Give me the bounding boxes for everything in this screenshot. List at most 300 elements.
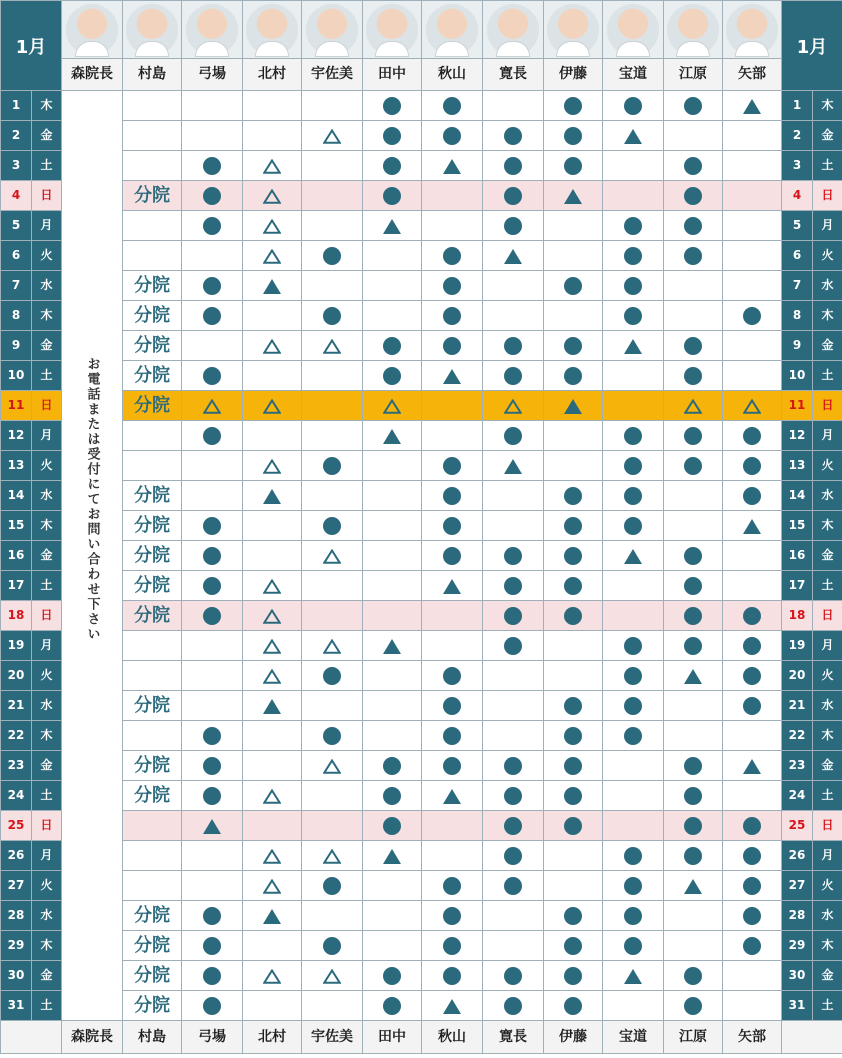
- outline-triangle-icon: [263, 249, 281, 264]
- schedule-cell: [302, 271, 363, 301]
- schedule-cell: [123, 241, 182, 271]
- schedule-cell: [182, 991, 243, 1021]
- schedule-cell: [603, 871, 664, 901]
- day-row: [1, 391, 842, 421]
- day-number-right: 17: [782, 571, 813, 601]
- attendance-circle-icon: [684, 187, 702, 205]
- schedule-cell: [483, 211, 544, 241]
- schedule-cell: [302, 91, 363, 121]
- weekday-label: 土: [32, 571, 62, 601]
- schedule-cell: [123, 961, 182, 991]
- day-number-right: 3: [782, 151, 813, 181]
- schedule-cell: [243, 751, 302, 781]
- filled-triangle-icon: [263, 279, 281, 294]
- weekday-label-right: 月: [813, 211, 842, 241]
- schedule-cell: [723, 961, 782, 991]
- schedule-cell: [302, 301, 363, 331]
- filled-triangle-icon: [263, 489, 281, 504]
- schedule-cell: [422, 571, 483, 601]
- schedule-cell: [723, 901, 782, 931]
- weekday-label: 日: [32, 811, 62, 841]
- attendance-circle-icon: [684, 337, 702, 355]
- branch-label: 分院: [134, 605, 170, 626]
- schedule-cell: [182, 331, 243, 361]
- schedule-cell: [483, 481, 544, 511]
- schedule-cell: [363, 631, 422, 661]
- schedule-cell: [182, 181, 243, 211]
- staff-photo-avatar: [246, 4, 298, 56]
- schedule-cell: [302, 511, 363, 541]
- day-number: 29: [1, 931, 32, 961]
- schedule-cell: [544, 451, 603, 481]
- schedule-cell: [544, 901, 603, 931]
- schedule-cell: [123, 271, 182, 301]
- branch-label: 分院: [134, 275, 170, 296]
- schedule-cell: [302, 421, 363, 451]
- day-number-right: 30: [782, 961, 813, 991]
- weekday-label: 日: [32, 601, 62, 631]
- attendance-circle-icon: [203, 787, 221, 805]
- day-row: [1, 961, 842, 991]
- attendance-circle-icon: [504, 427, 522, 445]
- schedule-cell: [422, 871, 483, 901]
- schedule-cell: [123, 391, 182, 421]
- schedule-cell: [723, 541, 782, 571]
- schedule-cell: [723, 451, 782, 481]
- day-row: [1, 751, 842, 781]
- schedule-cell: [603, 781, 664, 811]
- filled-triangle-icon: [443, 369, 461, 384]
- day-row: [1, 421, 842, 451]
- branch-label: 分院: [134, 755, 170, 776]
- schedule-cell: [603, 721, 664, 751]
- schedule-cell: [544, 721, 603, 751]
- attendance-circle-icon: [504, 187, 522, 205]
- schedule-cell: [182, 91, 243, 121]
- attendance-circle-icon: [743, 937, 761, 955]
- schedule-cell: [123, 751, 182, 781]
- filled-triangle-icon: [684, 669, 702, 684]
- schedule-cell: [243, 871, 302, 901]
- schedule-cell: [603, 841, 664, 871]
- attendance-circle-icon: [504, 847, 522, 865]
- attendance-circle-icon: [564, 607, 582, 625]
- schedule-cell: [603, 271, 664, 301]
- branch-label: 分院: [134, 695, 170, 716]
- attendance-circle-icon: [203, 307, 221, 325]
- schedule-cell: [664, 601, 723, 631]
- attendance-circle-icon: [624, 307, 642, 325]
- filled-triangle-icon: [743, 99, 761, 114]
- schedule-cell: [483, 271, 544, 301]
- attendance-circle-icon: [564, 547, 582, 565]
- staff-name-header: 秋山: [422, 59, 483, 91]
- staff-name-header: 矢部: [723, 59, 782, 91]
- weekday-label-right: 金: [813, 541, 842, 571]
- schedule-cell: [603, 661, 664, 691]
- schedule-cell: [723, 721, 782, 751]
- schedule-cell: [422, 451, 483, 481]
- day-number-right: 25: [782, 811, 813, 841]
- attendance-circle-icon: [383, 97, 401, 115]
- outline-triangle-icon: [323, 639, 341, 654]
- attendance-circle-icon: [743, 847, 761, 865]
- outline-triangle-icon: [263, 189, 281, 204]
- outline-triangle-icon: [263, 219, 281, 234]
- schedule-cell: [422, 691, 483, 721]
- weekday-label-right: 日: [813, 181, 842, 211]
- schedule-cell: [723, 151, 782, 181]
- attendance-circle-icon: [443, 457, 461, 475]
- weekday-label: 金: [32, 541, 62, 571]
- day-number: 8: [1, 301, 32, 331]
- day-row: [1, 121, 842, 151]
- outline-triangle-icon: [263, 879, 281, 894]
- schedule-cell: [123, 811, 182, 841]
- day-number: 7: [1, 271, 32, 301]
- schedule-cell: [664, 481, 723, 511]
- schedule-cell: [483, 301, 544, 331]
- weekday-label-right: 月: [813, 631, 842, 661]
- attendance-circle-icon: [443, 247, 461, 265]
- attendance-circle-icon: [564, 937, 582, 955]
- day-number-right: 24: [782, 781, 813, 811]
- schedule-cell: [483, 631, 544, 661]
- filled-triangle-icon: [504, 459, 522, 474]
- schedule-cell: [544, 631, 603, 661]
- branch-label: 分院: [134, 935, 170, 956]
- schedule-cell: [243, 271, 302, 301]
- day-row: [1, 211, 842, 241]
- branch-label: 分院: [134, 305, 170, 326]
- day-number: 28: [1, 901, 32, 931]
- attendance-circle-icon: [504, 337, 522, 355]
- schedule-cell: [363, 451, 422, 481]
- day-number-right: 23: [782, 751, 813, 781]
- schedule-cell: [723, 571, 782, 601]
- attendance-circle-icon: [684, 637, 702, 655]
- day-number: 14: [1, 481, 32, 511]
- schedule-cell: [123, 691, 182, 721]
- filled-triangle-icon: [564, 189, 582, 204]
- weekday-label: 土: [32, 991, 62, 1021]
- schedule-cell: [723, 121, 782, 151]
- weekday-label: 日: [32, 391, 62, 421]
- schedule-cell: [544, 121, 603, 151]
- weekday-label: 水: [32, 271, 62, 301]
- staff-name-header: 宝道: [603, 59, 664, 91]
- schedule-cell: [123, 901, 182, 931]
- schedule-cell: [363, 751, 422, 781]
- schedule-cell: [544, 331, 603, 361]
- attendance-circle-icon: [624, 427, 642, 445]
- schedule-cell: [723, 391, 782, 421]
- weekday-label: 金: [32, 751, 62, 781]
- schedule-cell: [182, 751, 243, 781]
- day-number-right: 18: [782, 601, 813, 631]
- attendance-circle-icon: [383, 997, 401, 1015]
- weekday-label: 金: [32, 331, 62, 361]
- outline-triangle-icon: [263, 669, 281, 684]
- attendance-circle-icon: [564, 367, 582, 385]
- schedule-cell: [664, 691, 723, 721]
- staff-name-footer: 宝道: [603, 1021, 664, 1054]
- staff-name-header: 寛長: [483, 59, 544, 91]
- day-row: [1, 871, 842, 901]
- schedule-cell: [544, 271, 603, 301]
- schedule-cell: [123, 331, 182, 361]
- weekday-label-right: 土: [813, 361, 842, 391]
- day-number: 31: [1, 991, 32, 1021]
- schedule-cell: [483, 721, 544, 751]
- attendance-circle-icon: [624, 697, 642, 715]
- staff-photo-cell: [243, 1, 302, 59]
- attendance-circle-icon: [323, 667, 341, 685]
- schedule-cell: [544, 991, 603, 1021]
- weekday-label: 月: [32, 421, 62, 451]
- day-number: 22: [1, 721, 32, 751]
- day-number: 3: [1, 151, 32, 181]
- attendance-circle-icon: [383, 157, 401, 175]
- schedule-cell: [664, 301, 723, 331]
- schedule-cell: [723, 991, 782, 1021]
- schedule-cell: [243, 211, 302, 241]
- day-row: [1, 601, 842, 631]
- day-number: 11: [1, 391, 32, 421]
- weekday-label-right: 水: [813, 691, 842, 721]
- attendance-circle-icon: [564, 277, 582, 295]
- schedule-cell: [603, 481, 664, 511]
- schedule-cell: [603, 301, 664, 331]
- schedule-cell: [723, 871, 782, 901]
- schedule-cell: [723, 211, 782, 241]
- schedule-cell: [544, 751, 603, 781]
- attendance-circle-icon: [203, 157, 221, 175]
- filled-triangle-icon: [504, 249, 522, 264]
- staff-photo-avatar: [126, 4, 178, 56]
- schedule-cell: [422, 631, 483, 661]
- schedule-cell: [243, 901, 302, 931]
- attendance-circle-icon: [743, 697, 761, 715]
- staff-name-footer: 寛長: [483, 1021, 544, 1054]
- day-number-right: 31: [782, 991, 813, 1021]
- schedule-cell: [723, 691, 782, 721]
- schedule-cell: [664, 781, 723, 811]
- day-number-right: 12: [782, 421, 813, 451]
- attendance-circle-icon: [504, 817, 522, 835]
- attendance-circle-icon: [203, 607, 221, 625]
- staff-photo-cell: [483, 1, 544, 59]
- schedule-cell: [483, 691, 544, 721]
- day-row: [1, 901, 842, 931]
- schedule-cell: [182, 361, 243, 391]
- attendance-circle-icon: [443, 757, 461, 775]
- weekday-label-right: 木: [813, 721, 842, 751]
- day-number-right: 7: [782, 271, 813, 301]
- schedule-cell: [422, 751, 483, 781]
- staff-photo-avatar: [547, 4, 599, 56]
- schedule-cell: [302, 601, 363, 631]
- day-number: 25: [1, 811, 32, 841]
- schedule-cell: [243, 241, 302, 271]
- schedule-cell: [363, 91, 422, 121]
- outline-triangle-icon: [263, 849, 281, 864]
- schedule-cell: [182, 121, 243, 151]
- outline-triangle-icon: [263, 159, 281, 174]
- filled-triangle-icon: [263, 909, 281, 924]
- schedule-cell: [422, 781, 483, 811]
- attendance-circle-icon: [684, 787, 702, 805]
- schedule-cell: [664, 421, 723, 451]
- schedule-cell: [483, 361, 544, 391]
- schedule-cell: [664, 451, 723, 481]
- weekday-label: 火: [32, 661, 62, 691]
- schedule-cell: [483, 331, 544, 361]
- attendance-circle-icon: [564, 757, 582, 775]
- schedule-cell: [483, 661, 544, 691]
- schedule-cell: [243, 421, 302, 451]
- weekday-label-right: 土: [813, 151, 842, 181]
- schedule-cell: [302, 931, 363, 961]
- staff-name-footer: 江原: [664, 1021, 723, 1054]
- schedule-cell: [243, 991, 302, 1021]
- schedule-cell: [363, 811, 422, 841]
- schedule-cell: [544, 211, 603, 241]
- schedule-cell: [363, 841, 422, 871]
- attendance-circle-icon: [443, 667, 461, 685]
- attendance-circle-icon: [684, 97, 702, 115]
- attendance-circle-icon: [504, 547, 522, 565]
- attendance-circle-icon: [323, 517, 341, 535]
- schedule-cell: [664, 661, 723, 691]
- staff-photo-avatar: [366, 4, 418, 56]
- schedule-cell: [182, 301, 243, 331]
- schedule-cell: [664, 631, 723, 661]
- attendance-circle-icon: [624, 97, 642, 115]
- day-number-right: 29: [782, 931, 813, 961]
- schedule-cell: [603, 511, 664, 541]
- day-row: [1, 931, 842, 961]
- outline-triangle-icon: [323, 759, 341, 774]
- photo-header-row: [1, 1, 842, 59]
- schedule-cell: [603, 991, 664, 1021]
- schedule-cell: [363, 391, 422, 421]
- schedule-cell: [603, 751, 664, 781]
- weekday-label: 火: [32, 451, 62, 481]
- filled-triangle-icon: [443, 999, 461, 1014]
- schedule-cell: [243, 91, 302, 121]
- schedule-cell: [422, 181, 483, 211]
- weekday-label: 木: [32, 301, 62, 331]
- filled-triangle-icon: [383, 429, 401, 444]
- weekday-label-right: 火: [813, 871, 842, 901]
- schedule-cell: [123, 871, 182, 901]
- staff-photo-cell: [363, 1, 422, 59]
- day-number: 26: [1, 841, 32, 871]
- attendance-circle-icon: [684, 847, 702, 865]
- schedule-cell: [182, 421, 243, 451]
- day-row: [1, 571, 842, 601]
- schedule-cell: [422, 811, 483, 841]
- schedule-cell: [422, 421, 483, 451]
- attendance-circle-icon: [203, 187, 221, 205]
- day-number: 18: [1, 601, 32, 631]
- attendance-circle-icon: [383, 367, 401, 385]
- schedule-cell: [483, 841, 544, 871]
- weekday-label: 木: [32, 511, 62, 541]
- branch-label: 分院: [134, 485, 170, 506]
- schedule-cell: [182, 811, 243, 841]
- schedule-cell: [243, 331, 302, 361]
- day-number: 15: [1, 511, 32, 541]
- staff-name-header: 田中: [363, 59, 422, 91]
- schedule-cell: [422, 121, 483, 151]
- schedule-cell: [363, 301, 422, 331]
- attendance-circle-icon: [443, 697, 461, 715]
- day-number-right: 11: [782, 391, 813, 421]
- attendance-circle-icon: [624, 637, 642, 655]
- schedule-cell: [544, 181, 603, 211]
- schedule-cell: [664, 361, 723, 391]
- schedule-cell: [123, 301, 182, 331]
- schedule-cell: [664, 571, 723, 601]
- day-number: 10: [1, 361, 32, 391]
- attendance-circle-icon: [684, 547, 702, 565]
- weekday-label: 木: [32, 931, 62, 961]
- day-number-right: 26: [782, 841, 813, 871]
- weekday-label-right: 火: [813, 241, 842, 271]
- schedule-cell: [723, 421, 782, 451]
- schedule-cell: [243, 151, 302, 181]
- weekday-label-right: 金: [813, 751, 842, 781]
- schedule-cell: [664, 751, 723, 781]
- schedule-cell: [422, 961, 483, 991]
- schedule-cell: [363, 781, 422, 811]
- schedule-cell: [302, 541, 363, 571]
- schedule-cell: [243, 781, 302, 811]
- schedule-cell: [182, 241, 243, 271]
- attendance-circle-icon: [504, 127, 522, 145]
- day-number: 24: [1, 781, 32, 811]
- attendance-circle-icon: [323, 307, 341, 325]
- schedule-cell: [363, 181, 422, 211]
- weekday-label-right: 月: [813, 841, 842, 871]
- day-number-right: 19: [782, 631, 813, 661]
- attendance-circle-icon: [504, 787, 522, 805]
- attendance-circle-icon: [203, 757, 221, 775]
- staff-name-footer: 伊藤: [544, 1021, 603, 1054]
- schedule-cell: [603, 931, 664, 961]
- schedule-cell: [483, 181, 544, 211]
- schedule-cell: [603, 811, 664, 841]
- weekday-label-right: 土: [813, 781, 842, 811]
- attendance-circle-icon: [443, 307, 461, 325]
- outline-triangle-icon: [263, 969, 281, 984]
- weekday-label-right: 木: [813, 931, 842, 961]
- attendance-circle-icon: [624, 727, 642, 745]
- attendance-circle-icon: [684, 457, 702, 475]
- schedule-cell: [123, 571, 182, 601]
- schedule-cell: [302, 241, 363, 271]
- weekday-label-right: 水: [813, 271, 842, 301]
- day-number-right: 15: [782, 511, 813, 541]
- schedule-cell: [603, 571, 664, 601]
- filled-triangle-icon: [624, 969, 642, 984]
- attendance-circle-icon: [504, 637, 522, 655]
- staff-name-row: [1, 59, 842, 91]
- schedule-cell: [302, 631, 363, 661]
- schedule-cell: [182, 871, 243, 901]
